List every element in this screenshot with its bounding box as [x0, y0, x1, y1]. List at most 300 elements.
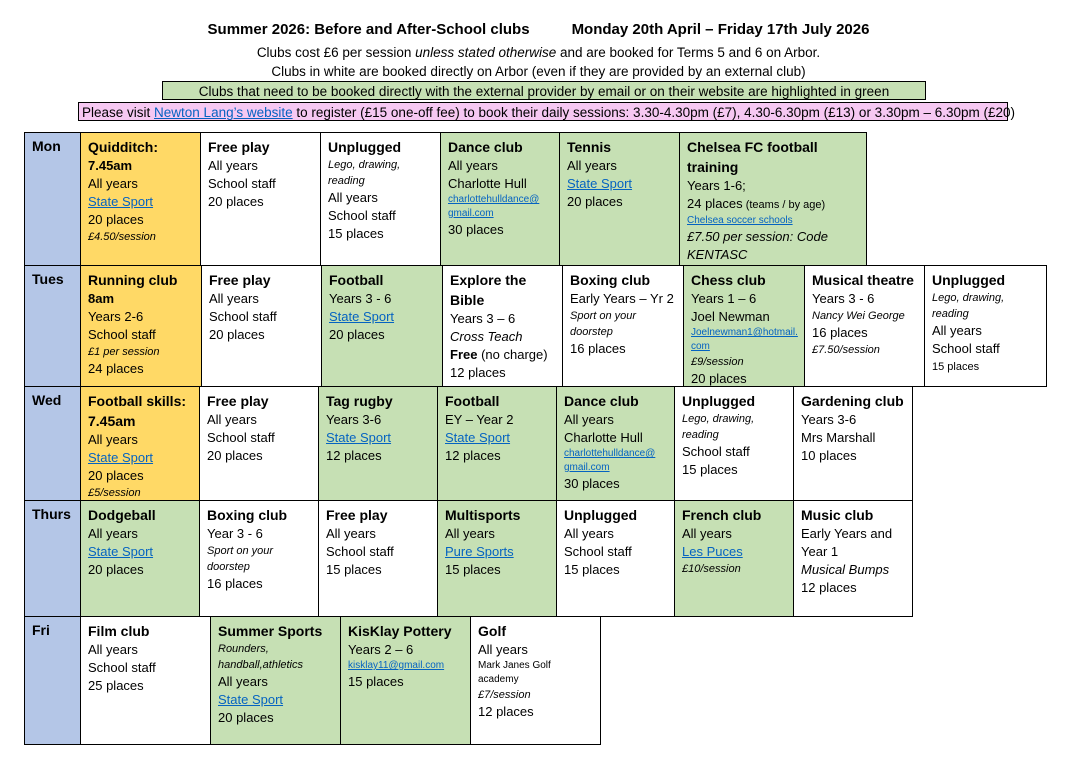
club-detail — [328, 189, 434, 207]
club-detail — [88, 175, 194, 193]
club-detail — [932, 358, 1040, 376]
club-detail-text: 20 places — [88, 562, 144, 577]
club-link[interactable] — [218, 691, 334, 709]
club-cell — [210, 616, 341, 745]
club-detail-text: All years — [88, 526, 138, 541]
club-detail-text: £4.50/session — [88, 231, 156, 243]
club-link-text[interactable]: State Sport — [88, 450, 154, 465]
club-detail-text: School staff — [88, 660, 156, 675]
club-detail — [801, 429, 906, 447]
club-name: Musical theatre — [812, 272, 914, 288]
club-detail-text: 12 places — [450, 365, 506, 380]
club-detail — [88, 561, 193, 579]
club-cell — [440, 132, 560, 266]
date-range: Monday 20th April – Friday 17th July 2026 — [571, 21, 870, 38]
club-detail — [801, 561, 906, 579]
club-detail — [801, 579, 906, 597]
club-name: Tennis — [567, 139, 612, 155]
club-name: Football skills: 7.45am — [88, 393, 187, 429]
club-detail-text: All years — [88, 176, 138, 191]
club-link[interactable] — [88, 543, 193, 561]
day-label-mon — [24, 132, 81, 266]
club-detail — [812, 308, 918, 324]
club-detail-text: Sport on your doorstep — [570, 310, 637, 338]
club-link-text[interactable]: kisklay11@gmail.com — [348, 660, 445, 671]
club-detail — [932, 290, 1040, 322]
club-detail — [208, 175, 314, 193]
club-detail — [88, 157, 194, 175]
club-detail — [682, 561, 787, 577]
club-link-text[interactable]: State Sport — [329, 309, 395, 324]
club-cell — [556, 386, 675, 501]
club-detail — [687, 195, 860, 214]
club-name: Quidditch: — [88, 139, 158, 155]
club-cell — [199, 386, 319, 501]
club-detail-text: Year 3 - 6 — [207, 526, 263, 541]
club-name: Film club — [88, 623, 150, 639]
club-detail — [448, 157, 553, 175]
club-detail-text: Years 3 – 6 — [450, 311, 516, 326]
club-detail-text: £9/session — [691, 356, 744, 368]
club-link[interactable] — [448, 193, 553, 221]
club-detail-text: Charlotte Hull — [448, 176, 527, 191]
club-detail-text: £10/session — [682, 563, 741, 575]
club-detail — [88, 344, 195, 360]
club-detail — [682, 411, 787, 443]
club-link-text[interactable]: State Sport — [218, 692, 284, 707]
club-detail — [209, 290, 315, 308]
day-label-text: Mon — [32, 138, 61, 154]
club-detail — [564, 475, 668, 493]
club-detail — [445, 525, 550, 543]
club-link-text[interactable]: State Sport — [326, 430, 392, 445]
club-name: Free play — [207, 393, 269, 409]
club-detail-text: All years — [445, 526, 495, 541]
club-link-text[interactable]: State Sport — [88, 194, 154, 209]
club-detail-text: All years — [682, 526, 732, 541]
club-detail — [687, 177, 860, 195]
club-detail — [218, 709, 334, 727]
club-detail — [328, 157, 434, 189]
club-detail-text: 20 places — [88, 212, 144, 227]
day-label-fri — [24, 616, 81, 745]
club-detail-text: Years 3 - 6 — [329, 291, 392, 306]
club-detail-text: 7.45am — [88, 158, 133, 173]
day-label-text: Tues — [32, 271, 64, 287]
club-name: Golf — [478, 623, 506, 639]
club-link[interactable] — [348, 659, 464, 673]
club-detail-text: All years — [932, 323, 982, 338]
club-detail-text: All years — [209, 291, 259, 306]
club-detail-text: 30 places — [564, 476, 620, 491]
club-detail-text: Early Years and Year 1 — [801, 526, 893, 559]
club-detail — [450, 328, 556, 346]
club-name: Unplugged — [682, 393, 756, 409]
club-detail — [88, 308, 195, 326]
club-detail-text: All years — [448, 158, 498, 173]
club-name: Dance club — [564, 393, 639, 409]
club-detail-text: Joel Newman — [691, 309, 770, 324]
club-detail — [326, 543, 431, 561]
club-detail — [932, 340, 1040, 358]
club-cell — [679, 132, 867, 266]
club-detail — [88, 360, 195, 378]
club-detail — [88, 211, 194, 229]
club-detail — [450, 310, 556, 328]
club-detail-text: £1 per session — [88, 346, 160, 358]
club-detail — [478, 687, 594, 703]
club-detail — [329, 326, 436, 344]
club-detail-text: 20 places — [209, 327, 265, 342]
club-link[interactable] — [687, 214, 860, 228]
club-detail-text: 20 places — [88, 468, 144, 483]
club-detail-text: 24 places — [687, 196, 743, 211]
club-detail — [801, 411, 906, 429]
club-link[interactable] — [88, 193, 194, 211]
club-detail-text: Years 3-6 — [801, 412, 857, 427]
club-detail — [328, 225, 434, 243]
club-detail-text: Lego, drawing, reading — [328, 159, 401, 187]
club-name: Football — [329, 272, 384, 288]
club-detail-text: 20 places — [329, 327, 385, 342]
club-detail-text: Years 3 - 6 — [812, 291, 875, 306]
club-detail-text: All years — [564, 412, 614, 427]
day-label-tues — [24, 265, 81, 387]
club-detail-text: £7/session — [478, 689, 531, 701]
club-detail-text: 20 places — [207, 448, 263, 463]
club-detail-text: School staff — [207, 430, 275, 445]
club-name: Free play — [208, 139, 270, 155]
club-detail — [328, 207, 434, 225]
club-cell — [80, 500, 200, 617]
newton-lang-link[interactable]: Newton Lang’s website — [154, 105, 293, 120]
club-detail — [691, 370, 798, 387]
cost-note-start: Clubs cost £6 per session — [256, 45, 416, 60]
club-detail — [570, 308, 677, 340]
club-cell — [674, 500, 794, 617]
club-detail-text: Musical Bumps — [801, 562, 890, 577]
club-detail-text: 15 places — [932, 361, 980, 373]
club-detail — [348, 673, 464, 691]
club-detail-text: Free — [450, 347, 478, 362]
club-detail — [564, 561, 668, 579]
club-cell — [683, 265, 805, 387]
club-link[interactable] — [564, 447, 668, 475]
club-detail — [450, 364, 556, 382]
white-clubs-note: Clubs in white are booked directly on Arbor (even if they are provided by an external club) — [271, 64, 806, 79]
club-detail — [445, 447, 550, 465]
cost-note — [0, 45, 1077, 60]
club-detail — [478, 703, 594, 721]
club-detail — [450, 346, 556, 364]
club-detail-text: 12 places — [801, 580, 857, 595]
club-cell — [924, 265, 1047, 387]
day-label-text: Fri — [32, 622, 50, 638]
club-detail — [564, 429, 668, 447]
club-link-text[interactable]: Joelnewman1@hotmail. com — [691, 327, 798, 352]
club-detail — [207, 429, 312, 447]
club-detail-text: 10 places — [801, 448, 857, 463]
club-cell — [556, 500, 675, 617]
club-detail — [570, 290, 677, 308]
club-name: Chess club — [691, 272, 766, 288]
club-detail — [570, 340, 677, 358]
cost-note-italic: unless stated otherwise — [415, 45, 557, 60]
club-detail-text: 20 places — [208, 194, 264, 209]
club-detail — [88, 641, 204, 659]
cost-note-end: and are booked for Terms 5 and 6 on Arbor. — [556, 45, 821, 60]
club-name: French club — [682, 507, 762, 523]
club-detail-text: School staff — [88, 327, 156, 342]
club-detail — [88, 431, 193, 449]
club-cell — [470, 616, 601, 745]
club-name: Unplugged — [932, 272, 1006, 288]
club-detail-text: 16 places — [570, 341, 626, 356]
club-detail — [691, 354, 798, 370]
club-detail — [88, 326, 195, 344]
club-detail — [564, 525, 668, 543]
club-detail-text: 15 places — [328, 226, 384, 241]
club-cell — [80, 132, 201, 266]
club-detail-text: 16 places — [812, 325, 868, 340]
club-detail-text: Nancy Wei George — [812, 310, 905, 322]
club-cell — [80, 616, 211, 745]
club-detail-text: All years — [207, 412, 257, 427]
club-detail-text: School staff — [564, 544, 632, 559]
club-detail-text: School staff — [682, 444, 750, 459]
day-label-text: Wed — [32, 392, 62, 408]
club-detail-text: £7.50/session — [812, 344, 880, 356]
club-detail-text: School staff — [328, 208, 396, 223]
club-detail-text: All years — [328, 190, 378, 205]
club-cell — [559, 132, 680, 266]
club-detail-text: Sport on your doorstep — [207, 545, 274, 573]
club-detail-text: Cross Teach — [450, 329, 523, 344]
club-name: Boxing club — [207, 507, 288, 523]
club-name: Unplugged — [328, 139, 402, 155]
club-link[interactable] — [329, 308, 436, 326]
club-detail — [682, 461, 787, 479]
club-detail-text: School staff — [326, 544, 394, 559]
registration-note-end: to register (£15 one-off fee) to book their daily sessions: 3.30-4.30pm (£7), 4.30-6.30pm (£13) or 3.30pm – 6.30pm (£20) — [292, 105, 1016, 120]
club-detail — [88, 229, 194, 245]
club-detail-text: All years — [88, 432, 138, 447]
club-detail — [209, 308, 315, 326]
club-name: Dodgeball — [88, 507, 156, 523]
club-detail-text: EY – Year 2 — [445, 412, 514, 427]
club-detail — [88, 485, 193, 501]
club-detail — [478, 641, 594, 659]
club-detail-text: 20 places — [567, 194, 623, 209]
club-detail-text: School staff — [932, 341, 1000, 356]
club-detail — [207, 447, 312, 465]
club-name: Multisports — [445, 507, 521, 523]
club-detail-text: 12 places — [445, 448, 501, 463]
club-link-text[interactable]: charlottehulldance@ gmail.com — [448, 194, 540, 219]
green-clubs-note: Clubs that need to be booked directly with the external provider by email or on their website are highlighted in green — [162, 81, 926, 100]
club-detail-text: All years — [218, 674, 268, 689]
club-detail — [445, 411, 550, 429]
club-detail-text: Lego, drawing, reading — [932, 292, 1005, 320]
club-detail-text: Rounders, handball,athletics — [218, 643, 304, 671]
club-link-text[interactable]: Chelsea soccer schools — [687, 215, 793, 226]
club-detail-text: Mrs Marshall — [801, 430, 876, 445]
club-detail — [448, 175, 553, 193]
club-detail — [448, 221, 553, 239]
club-detail-text: 15 places — [564, 562, 620, 577]
club-cell — [793, 386, 913, 501]
club-detail-text: 12 places — [326, 448, 382, 463]
club-link[interactable] — [682, 543, 787, 561]
club-link[interactable] — [88, 449, 193, 467]
club-detail-text: All years — [567, 158, 617, 173]
club-detail-text: 24 places — [88, 361, 144, 376]
registration-note-start: Please visit — [82, 105, 155, 120]
club-link[interactable] — [567, 175, 673, 193]
club-detail — [329, 290, 436, 308]
club-detail — [564, 411, 668, 429]
club-detail-text: 8am — [88, 291, 115, 306]
club-detail-text: 15 places — [348, 674, 404, 689]
club-cell — [793, 500, 913, 617]
club-link-text[interactable]: State Sport — [567, 176, 633, 191]
club-detail-extra: (teams / by age) — [742, 199, 826, 211]
club-link[interactable] — [326, 429, 431, 447]
day-label-wed — [24, 386, 81, 501]
club-detail — [207, 575, 312, 593]
club-detail — [812, 290, 918, 308]
day-label-text: Thurs — [32, 506, 71, 522]
club-detail-text: 16 places — [207, 576, 263, 591]
club-detail-text: Charlotte Hull — [564, 430, 643, 445]
club-detail — [691, 308, 798, 326]
club-detail-text: School staff — [209, 309, 277, 324]
club-name: Chelsea FC football training — [687, 139, 818, 175]
club-link-text[interactable]: Pure Sports — [445, 544, 514, 559]
club-link-text[interactable]: State Sport — [88, 544, 154, 559]
club-cell — [201, 265, 322, 387]
club-detail-text: £5/session — [88, 487, 141, 499]
club-detail — [567, 193, 673, 211]
club-name: Free play — [209, 272, 271, 288]
club-detail — [801, 447, 906, 465]
club-link[interactable] — [445, 429, 550, 447]
club-detail — [88, 659, 204, 677]
club-detail — [812, 324, 918, 342]
club-detail — [88, 677, 204, 695]
club-detail — [691, 290, 798, 308]
club-detail-text: 15 places — [445, 562, 501, 577]
club-name: Unplugged — [564, 507, 638, 523]
club-detail-text: 15 places — [326, 562, 382, 577]
club-detail-text: All years — [88, 642, 138, 657]
club-detail-text: Years 2 – 6 — [348, 642, 414, 657]
club-name: Music club — [801, 507, 874, 523]
club-detail — [88, 290, 195, 308]
club-detail-text: All years — [564, 526, 614, 541]
club-link-text[interactable]: charlottehulldance@ gmail.com — [564, 448, 656, 473]
club-detail — [326, 447, 431, 465]
club-name: Dance club — [448, 139, 523, 155]
registration-note — [78, 102, 1016, 121]
club-cell — [442, 265, 563, 387]
club-detail-text: All years — [478, 642, 528, 657]
club-name: Gardening club — [801, 393, 904, 409]
club-detail — [326, 525, 431, 543]
club-detail-text: 20 places — [218, 710, 274, 725]
club-detail-text: Years 1-6; — [687, 178, 746, 193]
club-detail — [207, 411, 312, 429]
club-name: Football — [445, 393, 500, 409]
club-name: Tag rugby — [326, 393, 393, 409]
club-detail — [445, 561, 550, 579]
club-detail — [326, 561, 431, 579]
club-detail-text: 25 places — [88, 678, 144, 693]
club-detail — [88, 467, 193, 485]
club-detail-text: Lego, drawing, reading — [682, 413, 755, 441]
club-link-text[interactable]: State Sport — [445, 430, 511, 445]
club-detail-text: Early Years – Yr 2 — [570, 291, 674, 306]
club-cell — [562, 265, 684, 387]
club-cell — [80, 265, 202, 387]
club-name: KisKlay Pottery — [348, 623, 452, 639]
club-detail — [208, 193, 314, 211]
club-cell — [437, 500, 557, 617]
club-cell — [199, 500, 319, 617]
club-detail — [208, 157, 314, 175]
club-detail — [682, 525, 787, 543]
club-detail — [209, 326, 315, 344]
club-detail-text: 20 places — [691, 371, 747, 386]
club-cell — [320, 132, 441, 266]
club-name: Boxing club — [570, 272, 651, 288]
day-label-thurs — [24, 500, 81, 617]
club-detail — [564, 543, 668, 561]
club-detail-text: 30 places — [448, 222, 504, 237]
club-detail — [478, 659, 594, 687]
club-cell — [437, 386, 557, 501]
club-detail-text: 12 places — [478, 704, 534, 719]
page-title — [0, 21, 1077, 38]
title-text: Summer 2026: Before and After-School clubs — [207, 21, 530, 38]
club-detail — [932, 322, 1040, 340]
club-detail — [218, 641, 334, 673]
club-cell — [321, 265, 443, 387]
club-detail-text: Mark Janes Golf academy — [478, 660, 551, 685]
club-detail — [812, 342, 918, 358]
club-link[interactable] — [445, 543, 550, 561]
club-detail — [207, 543, 312, 575]
club-detail-text: Years 1 – 6 — [691, 291, 757, 306]
club-detail-text: £7.50 per session: Code KENTASC — [687, 229, 828, 262]
club-detail — [682, 443, 787, 461]
club-link-text[interactable]: Les Puces — [682, 544, 743, 559]
club-cell — [340, 616, 471, 745]
club-detail — [207, 525, 312, 543]
club-detail — [326, 411, 431, 429]
club-link[interactable] — [691, 326, 798, 354]
club-name: Summer Sports — [218, 623, 323, 639]
club-name: Free play — [326, 507, 388, 523]
club-detail-text: School staff — [208, 176, 276, 191]
club-detail — [348, 641, 464, 659]
club-name: Explore the Bible — [450, 272, 527, 308]
club-detail-text: All years — [326, 526, 376, 541]
club-detail-text: Years 2-6 — [88, 309, 144, 324]
club-cell — [318, 500, 438, 617]
club-detail-extra: (no charge) — [477, 347, 548, 362]
club-detail — [687, 228, 860, 264]
